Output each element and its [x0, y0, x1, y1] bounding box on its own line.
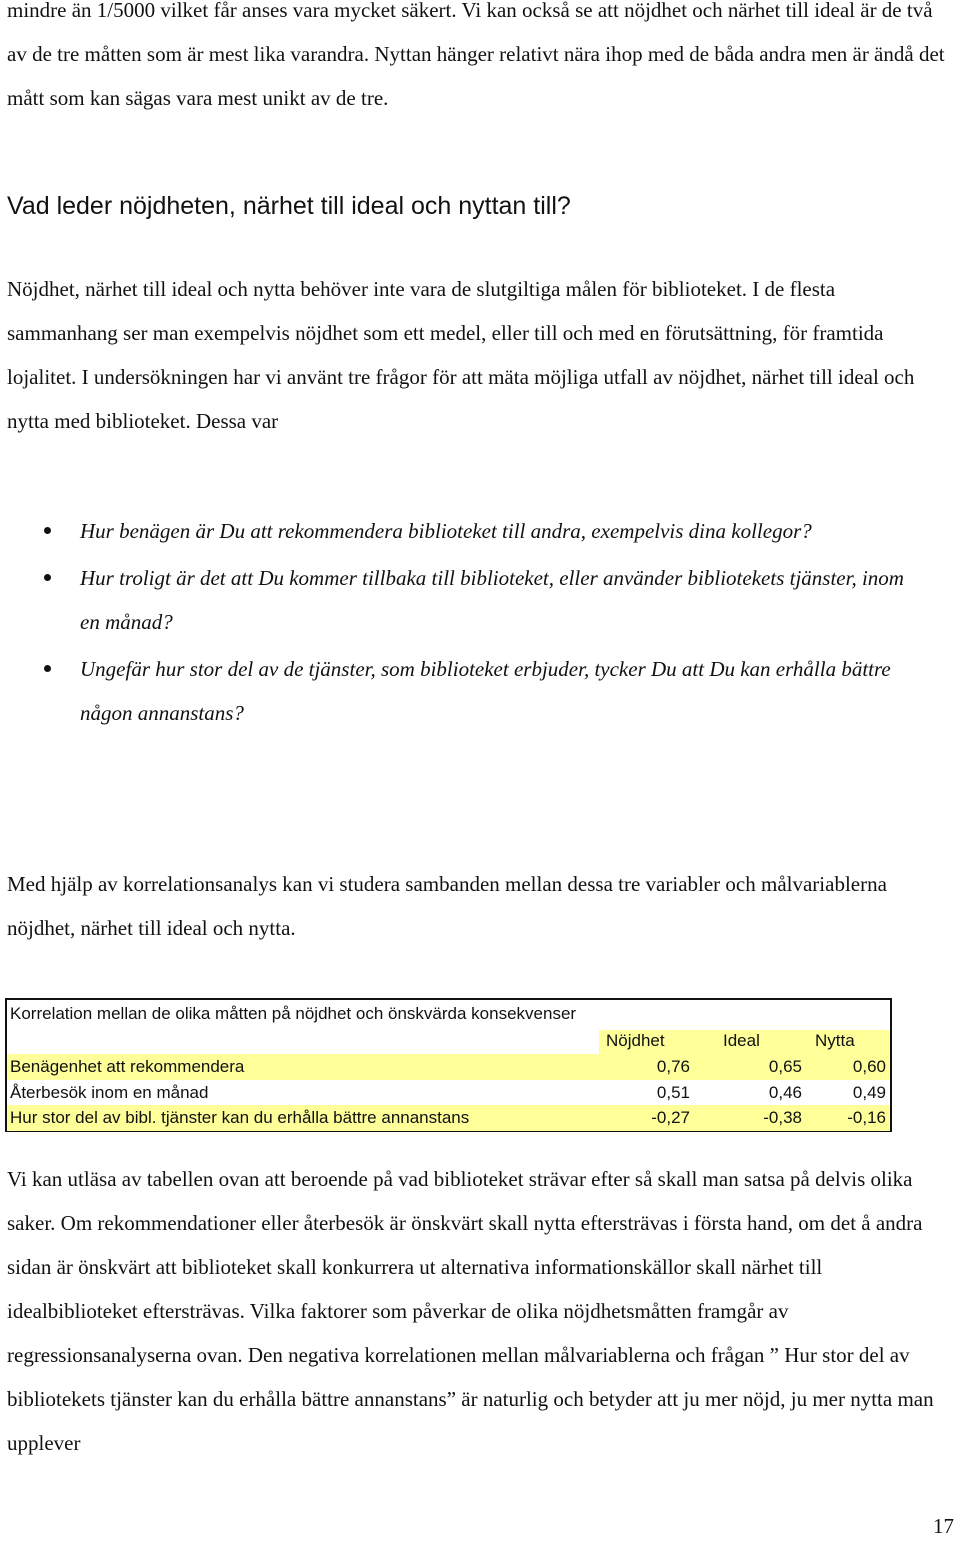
cell-value: -0,38: [763, 1108, 802, 1127]
table-title-row: [7, 1001, 890, 1027]
bullet-icon: [44, 574, 51, 581]
row-label: Återbesök inom en månad: [10, 1083, 209, 1102]
table-header-row: [7, 1028, 890, 1054]
list-item-text: Hur troligt är det att Du kommer tillbaka till biblioteket, eller använder bibliotekets tjänster, inom en månad?: [80, 566, 904, 634]
row-label: Benägenhet att rekommendera: [10, 1057, 245, 1076]
intro-paragraph: mindre än 1/5000 vilket får anses vara mycket säkert. Vi kan också se att nöjdhet och närhet till ideal är de två av de tre måtten som är mest lika varandra. Nyttan hänger relativt nära ihop med de båda andra men är ändå det mått som kan sägas vara mest unikt av de tre.: [7, 0, 945, 110]
table-row: [7, 1105, 890, 1131]
cell-value: -0,16: [847, 1108, 886, 1127]
list-item: [0, 509, 920, 553]
section-heading: Vad leder nöjdheten, närhet till ideal och nyttan till?: [7, 192, 571, 220]
list-item-text: Ungefär hur stor del av de tjänster, som biblioteket erbjuder, tycker Du att Du kan erhålla bättre någon annanstans?: [80, 657, 891, 725]
column-header-ideal: Ideal: [723, 1031, 760, 1050]
list-item: [0, 647, 920, 735]
body-paragraph-2: Med hjälp av korrelationsanalys kan vi studera sambanden mellan dessa tre variabler och målvariablerna nöjdhet, närhet till ideal och nytta.: [7, 872, 887, 940]
cell-value: 0,51: [656, 1083, 690, 1102]
column-header-nojdhet: Nöjdhet: [606, 1031, 665, 1050]
cell-value: 0,60: [852, 1057, 886, 1076]
cell-value: -0,27: [651, 1108, 690, 1127]
bullet-icon: [44, 527, 51, 534]
table-row: [7, 1080, 890, 1106]
cell-value: 0,49: [852, 1083, 886, 1102]
body-paragraph-3: Vi kan utläsa av tabellen ovan att beroende på vad biblioteket strävar efter så skall man satsa på delvis olika saker. Om rekommendationer eller återbesök är önskvärt skall nytta eftersträvas i första hand, om det å andra sidan är önskvärt att biblioteket skall konkurrera ut alternativa informationskällor skall närhet till idealbiblioteket eftersträvas. Vilka faktorer som påverkar de olika nöjdhetsmåtten framgår av regressionsanalyserna ovan. Den negativa korrelationen mellan målvariablerna och frågan ” Hur stor del av bibliotekets tjänster kan du erhålla bättre annanstans” är naturlig och betyder att ju mer nöjd, ju mer nytta man upplever: [7, 1167, 934, 1455]
bullet-icon: [44, 665, 51, 672]
page-number: 17: [933, 1514, 954, 1538]
question-list: [0, 509, 920, 738]
column-header-nytta: Nytta: [815, 1031, 855, 1050]
table-row: [7, 1054, 890, 1080]
list-item-text: Hur benägen är Du att rekommendera biblioteket till andra, exempelvis dina kollegor?: [80, 519, 812, 543]
list-item: [0, 556, 920, 644]
table-title: Korrelation mellan de olika måtten på nöjdhet och önskvärda konsekvenser: [10, 1004, 577, 1023]
correlation-table: [5, 998, 892, 1132]
cell-value: 0,76: [656, 1057, 690, 1076]
body-paragraph-1: Nöjdhet, närhet till ideal och nytta behöver inte vara de slutgiltiga målen för biblioteket. I de flesta sammanhang ser man exempelvis nöjdhet som ett medel, eller till och med en förutsättning, för framtida lojalitet. I undersökningen har vi använt tre frågor för att mäta möjliga utfall av nöjdhet, närhet till ideal och nytta med biblioteket. Dessa var: [7, 277, 915, 433]
cell-value: 0,65: [768, 1057, 802, 1076]
row-label: Hur stor del av bibl. tjänster kan du erhålla bättre annanstans: [10, 1108, 470, 1127]
cell-value: 0,46: [768, 1083, 802, 1102]
